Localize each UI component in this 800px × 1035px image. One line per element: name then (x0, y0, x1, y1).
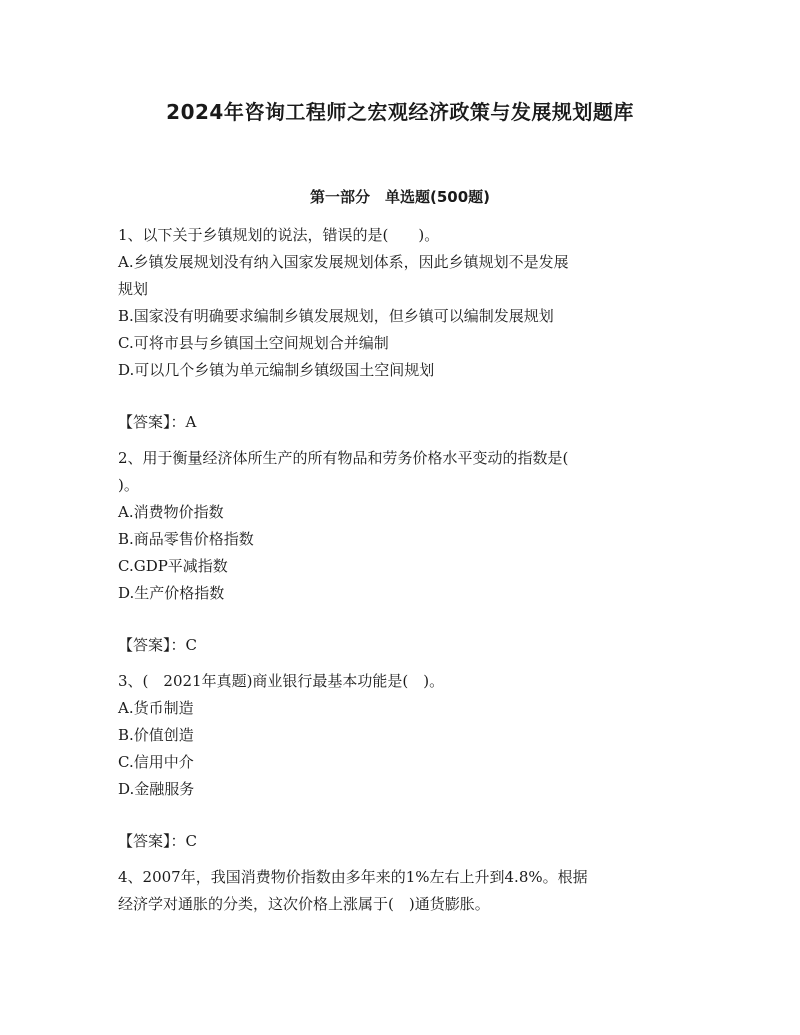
option-a: A.消费物价指数 (118, 503, 224, 521)
answer-label: 【答案】：C (118, 636, 197, 654)
question-list (118, 222, 678, 918)
option-b: B.价值创造 (118, 726, 194, 744)
option-b: B.商品零售价格指数 (118, 530, 254, 548)
option-d: D.可以几个乡镇为单元编制乡镇级国土空间规划 (118, 361, 435, 379)
answer-label: 【答案】：C (118, 832, 197, 850)
option-c: C.信用中介 (118, 753, 194, 771)
section-heading: 第一部分 单选题(500题) (309, 188, 491, 206)
question-stem: 2、用于衡量经济体所生产的所有物品和劳务价格水平变动的指数是( (118, 449, 569, 467)
question-stem: 4、2007年，我国消费物价指数由多年来的1%左右上升到4.8%。根据 (118, 868, 588, 886)
question-2 (118, 445, 678, 659)
answer-label: 【答案】：A (118, 413, 197, 431)
document-title: 2024年咨询工程师之宏观经济政策与发展规划题库 (166, 100, 634, 124)
question-3 (118, 668, 678, 855)
question-stem-continued: 经济学对通胀的分类，这次价格上涨属于( )通货膨胀。 (118, 895, 490, 913)
option-d: D.生产价格指数 (118, 584, 225, 602)
question-4 (118, 864, 678, 918)
question-1 (118, 222, 678, 436)
option-a-continued: 规划 (118, 280, 149, 298)
option-c: C.可将市县与乡镇国土空间规划合并编制 (118, 334, 389, 352)
question-stem-continued: )。 (118, 476, 139, 494)
question-stem: 3、( 2021年真题)商业银行最基本功能是( )。 (118, 672, 445, 690)
option-a: A.乡镇发展规划没有纳入国家发展规划体系，因此乡镇规划不是发展 (118, 253, 569, 271)
option-a: A.货币制造 (118, 699, 194, 717)
option-c: C.GDP平减指数 (118, 557, 228, 575)
option-d: D.金融服务 (118, 780, 195, 798)
option-b: B.国家没有明确要求编制乡镇发展规划，但乡镇可以编制发展规划 (118, 307, 554, 325)
question-stem: 1、以下关于乡镇规划的说法，错误的是( )。 (118, 226, 440, 244)
